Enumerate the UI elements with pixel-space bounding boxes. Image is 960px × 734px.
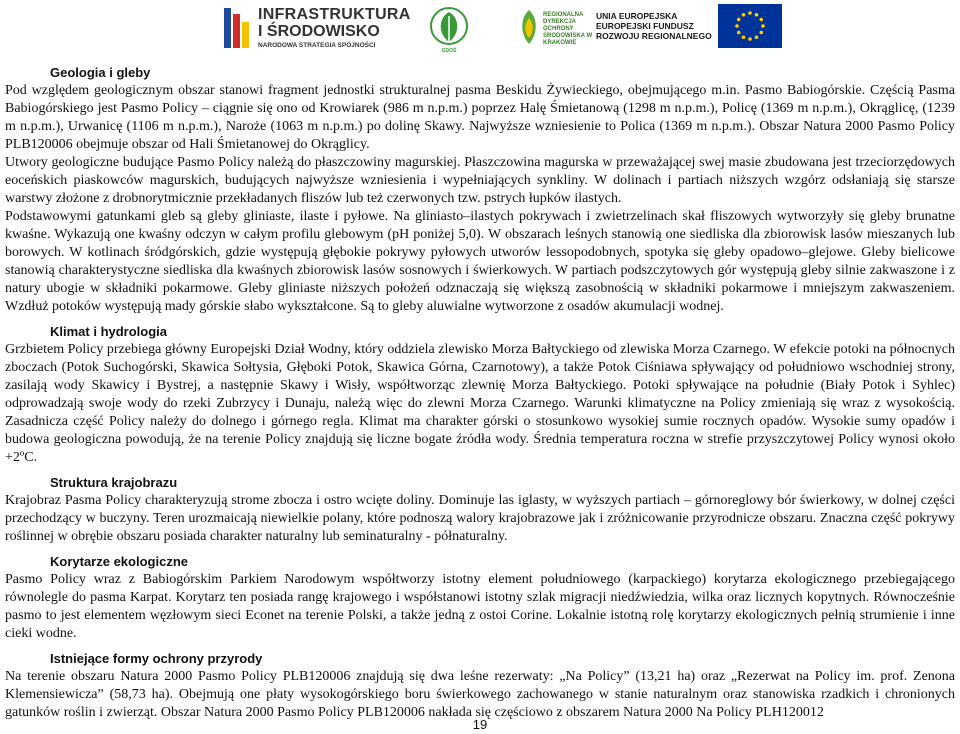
section-title-climate: Klimat i hydrologia	[50, 324, 168, 339]
rdos-logo	[518, 4, 595, 54]
eu-fund-line2: ROZWOJU REGIONALNEGO	[596, 31, 712, 41]
eu-star-icon	[761, 24, 765, 28]
eu-flag-icon	[718, 4, 782, 48]
paragraph-climate-1: Grzbietem Policy przebiega główny Europejski Dział Wodny, który oddziela zlewisko Morza Bałtyckiego od zlewiska Morza Czarnego. W efekcie potoki na północnych zboczach (Potok Suchogórski, Skawica Sołtysia, Głęboki Potok, Skawica Górna, Czarnotowy), a także Potok Ciśniawa spływający od południowo wschodniej strony, zasilają wody Skawicy i Bystrej, a następnie Skawy i Wisły, współtworząc zlewnię Morza Bałtyckiego. Potoki spływające na południe (Biały Potok i Syhlec) odprowadzają swoje wody do rzeki Zubrzycy i Dunaju, należą więc do zlewni Morza Czarnego. Warunki klimatyczne na Policy zmieniają się wraz z wysokością. Zasadnicza część Policy należy do dolnego i górnego regla. Klimat ma charakter górski o stosunkowo wysokiej sumie rocznych opadów. Wysokie sumy opadów i budowa geologiczna powodują, że na terenie Policy znajdują się liczne bogate źródła wody. Średnia temperatura roczna w strefie przyszczytowej Policy wynosi około +2ºC.	[5, 342, 955, 465]
paragraph-landscape-1: Krajobraz Pasma Policy charakteryzują strome zbocza i ostro wcięte doliny. Dominuje las iglasty, w wyższych partiach – górnoreglowy bór świerkowy, w dolnej części przechodzący w buczyny. Teren urozmaicają niewielkie polany, które podnoszą walory krajobrazowe jak i zróżnicowanie przyrodnicze obszaru. Znaczna część pokrywy roślinnej w obrębie obszaru posiada charakter naturalny lub seminaturalny - półnaturalny.	[5, 493, 955, 544]
eu-fund-line1: EUROPEJSKI FUNDUSZ	[596, 21, 694, 31]
eu-star-icon	[748, 37, 752, 41]
header-logo-bar	[0, 0, 960, 62]
page-number: 19	[472, 717, 488, 732]
eu-star-icon	[741, 35, 745, 39]
rdos-leaf-icon	[518, 4, 540, 54]
eu-star-icon	[735, 24, 739, 28]
infrastruktura-logo	[222, 4, 411, 52]
eu-star-icon	[748, 11, 752, 15]
paragraph-corridors-1: Pasmo Policy wraz z Babiogórskim Parkiem Narodowym współtworzy istotny element południowego (karpackiego) korytarza ekologicznego przebiegającego równolegle do pasma Karpat. Korytarz ten posiada rangę krajowego i współstanowi istotny szlak migracji niedźwiedzia, wilka oraz licznych kopytnych. Równocześnie pasmo to jest elementem węzłowym sieci Econet na terenie Polski, a także jedną z ostoi Corine. Lokalnie istotną rolę korytarzy ekologicznych pełnią strumienie i inne cieki wodne.	[5, 572, 955, 641]
paragraph-geology-3: Podstawowymi gatunkami gleb są gleby gliniaste, ilaste i pyłowe. Na gliniasto–ilastych pokrywach i zwietrzelinach skał fliszowych wytworzyły się gleby brunatne kwaśne. Wykazują one kwaśny odczyn w całym profilu glebowym (pH poniżej 5,0). W obszarach leśnych stanowią one siedliska dla zbiorowisk lasów mieszanych lub borowych. W kotlinach śródgórskich, gdzie występują głębokie pokrywy pyłowych utworów lessopodobnych, spotyka się gleby opadowo–glejowe. Gleby bielicowe stanowią charakterystyczne siedliska dla kwaśnych zbiorowisk lasów sosnowych i świerkowych. W partiach podszczytowych gór występują gleby silnie zakwaszone i z natury ubogie w składniki pokarmowe. Gleby gliniaste niższych położeń odznaczają się większą zasobnością w składniki pokarmowe i mniejszym zakwaszeniem. Wzdłuż potoków występują mady górskie słabo wykształcone. Są to gleby aluwialne wytworzone z osadów akumulacji wodnej.	[5, 209, 955, 314]
strategia-subtitle: NARODOWA STRATEGIA SPÓJNOŚCI	[258, 41, 376, 49]
document-body	[5, 64, 955, 722]
srodowisko-title: I ŚRODOWISKO	[258, 22, 380, 40]
eu-logo	[596, 4, 782, 48]
section-title-corridors: Korytarze ekologiczne	[50, 554, 188, 569]
rdos-label: REGIONALNA DYREKCJA OCHRONY ŚRODOWISKA W KRAKOWIE	[543, 11, 593, 46]
eu-star-icon	[741, 13, 745, 17]
eu-star-icon	[737, 18, 741, 22]
eu-star-icon	[759, 31, 763, 35]
infrastruktura-title: INFRASTRUKTURA	[258, 5, 411, 23]
eu-star-icon	[754, 35, 758, 39]
paragraph-geology-2: Utwory geologiczne budujące Pasmo Policy należą do płaszczowiny magurskiej. Płaszczowina magurska w przeważającej swej masie zbudowana jest trzeciorzędowych eoceńskich piaskowców magurskich, budujących najwyższe wzniesienia i wypełniających synkliny. W dolinach i partiach niższych wzgórz odsłaniają się starsze warstwy złożone z drobnorytmicznie przekładanych fliszów lub też czerwonych tzw. pstrych łupków ilastych.	[5, 155, 955, 206]
eu-star-icon	[754, 13, 758, 17]
eu-title: UNIA EUROPEJSKA	[596, 11, 678, 21]
svg-text:GDOŚ: GDOŚ	[441, 48, 457, 54]
eu-star-icon	[737, 31, 741, 35]
gdos-logo	[426, 4, 472, 54]
section-title-geology: Geologia i gleby	[50, 65, 151, 80]
infrastruktura-emblem-icon	[222, 4, 252, 52]
eu-star-icon	[759, 18, 763, 22]
section-title-protection: Istniejące formy ochrony przyrody	[50, 651, 263, 666]
section-title-landscape: Struktura krajobrazu	[50, 475, 178, 490]
paragraph-geology-1: Pod względem geologicznym obszar stanowi fragment jednostki strukturalnej pasma Beskidu Żywieckiego, obejmującego m.in. Pasmo Babiogórskie. Częścią Pasma Babiogórskiego jest Pasmo Policy – ciągnie się ono od Krowiarek (986 m n.p.m.) poprzez Halę Śmietanową (1298 m n.p.m.), Policę (1369 m n.p.m.), Okrąglicę, (1239 m n.p.m.), Urwanicę (1106 m n.p.m.), Naroże (1063 m n.p.m.) po dolinę Skawy. Najwyższe wzniesienie to Polica (1369 m n.p.m.). Obszar Natura 2000 Pasmo Policy PLB120006 obejmuje obszar od Hali Śmietanowej do Okrąglicy.	[5, 83, 955, 152]
gdos-leaf-icon	[426, 4, 472, 54]
paragraph-protection-1: Na terenie obszaru Natura 2000 Pasmo Policy PLB120006 znajdują się dwa leśne rezerwaty: „Na Policy” (13,21 ha) oraz „Rezerwat na Policy im. prof. Zenona Klemensiewicza” (58,73 ha). Obejmują one płaty wysokogórskiego boru świerkowego zachowanego w stanie naturalnym oraz stanowiska rzadkich i chronionych gatunków roślin i zwierząt. Obszar Natura 2000 Pasmo Policy PLB120006 nakłada się częściowo z obszarem Natura 2000 Na Policy PLH120012	[5, 669, 955, 720]
